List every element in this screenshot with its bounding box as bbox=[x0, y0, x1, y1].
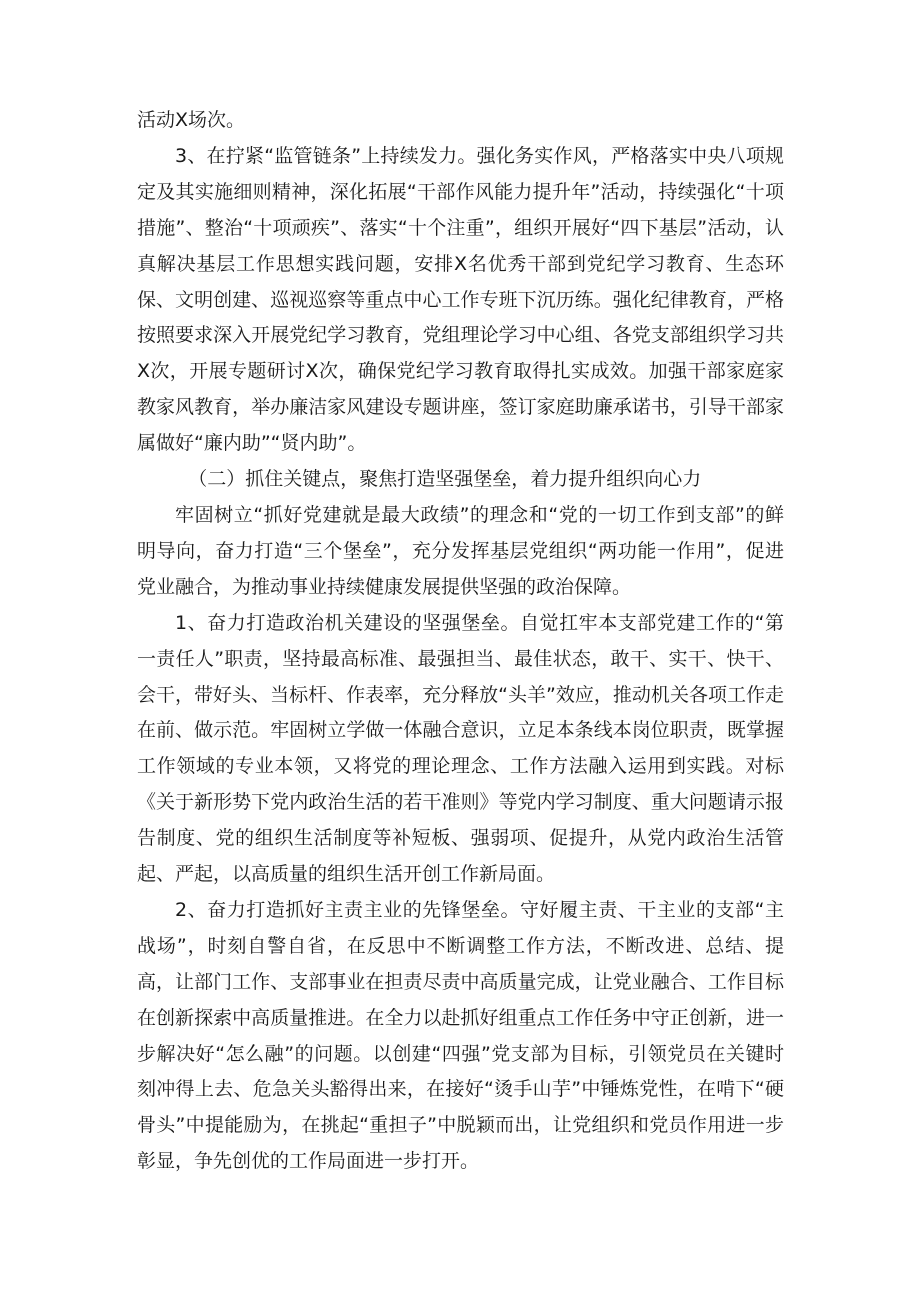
document-page bbox=[137, 103, 784, 1180]
section-heading-key-point: （二）抓住关键点，聚焦打造坚强堡垒，着力提升组织向心力 bbox=[188, 468, 702, 491]
paragraph-political-organ-fortress: 1、奋力打造政治机关建设的坚强堡垒。自觉扛牢本支部党建工作的“第一责任人”职责，坚持最高标准、最强担当、最佳状态，敢干、实干、快干、会干，带好头、当标杆、作表率，充分释放“头羊”效应，推动机关各项工作走在前、做示范。牢固树立学做一体融合意识，立足本条线本岗位职责，既掌握工作领域的专业本领，又将党的理论理念、工作方法融入运用到实践。对标《关于新形势下党内政治生活的若干准则》等党内学习制度、重大问题请示报告制度、党的组织生活制度等补短板、强弱项、促提升，从党内政治生活管起、严起，以高质量的组织生活开创工作新局面。 bbox=[137, 611, 784, 886]
paragraph-supervision-chain: 3、在拧紧“监管链条”上持续发力。强化务实作风，严格落实中央八项规定及其实施细则精神，深化拓展“干部作风能力提升年”活动，持续强化“十项措施”、整治“十项顽疾”、落实“十个注重”，组织开展好“四下基层”活动，认真解决基层工作思想实践问题，安排X名优秀干部到党纪学习教育、生态环保、文明创建、巡视巡察等重点中心工作专班下沉历练。强化纪律教育，严格按照要求深入开展党纪学习教育，党组理论学习中心组、各党支部组织学习共X次，开展专题研讨X次，确保党纪学习教育取得扎实成效。加强干部家庭家教家风教育，举办廉洁家风建设专题讲座，签订家庭助廉承诺书，引导干部家属做好“廉内助”“贤内助”。 bbox=[137, 144, 784, 455]
paragraph-vanguard-fortress: 2、奋力打造抓好主责主业的先锋堡垒。守好履主责、干主业的支部“主战场”，时刻自警自省，在反思中不断调整工作方法，不断改进、总结、提高，让部门工作、支部事业在担责尽责中高质量完成，让党业融合、工作目标在创新探索中高质量推进。在全力以赴抓好组重点工作任务中守正创新，进一步解决好“怎么融”的问题。以创建“四强”党支部为目标，引领党员在关键时刻冲得上去、危急关头豁得出来，在接好“烫手山芋”中锤炼党性，在啃下“硬骨头”中提能励为，在挑起“重担子”中脱颖而出，让党组织和党员作用进一步彰显，争先创优的工作局面进一步打开。 bbox=[137, 898, 784, 1173]
paragraph-continuation: 活动X场次。 bbox=[137, 109, 246, 131]
paragraph-three-fortresses: 牢固树立“抓好党建就是最大政绩”的理念和“党的一切工作到支部”的鲜明导向，奋力打造“三个堡垒”，充分发挥基层党组织“两功能一作用”，促进党业融合，为推动事业持续健康发展提供坚强的政治保障。 bbox=[137, 503, 784, 598]
